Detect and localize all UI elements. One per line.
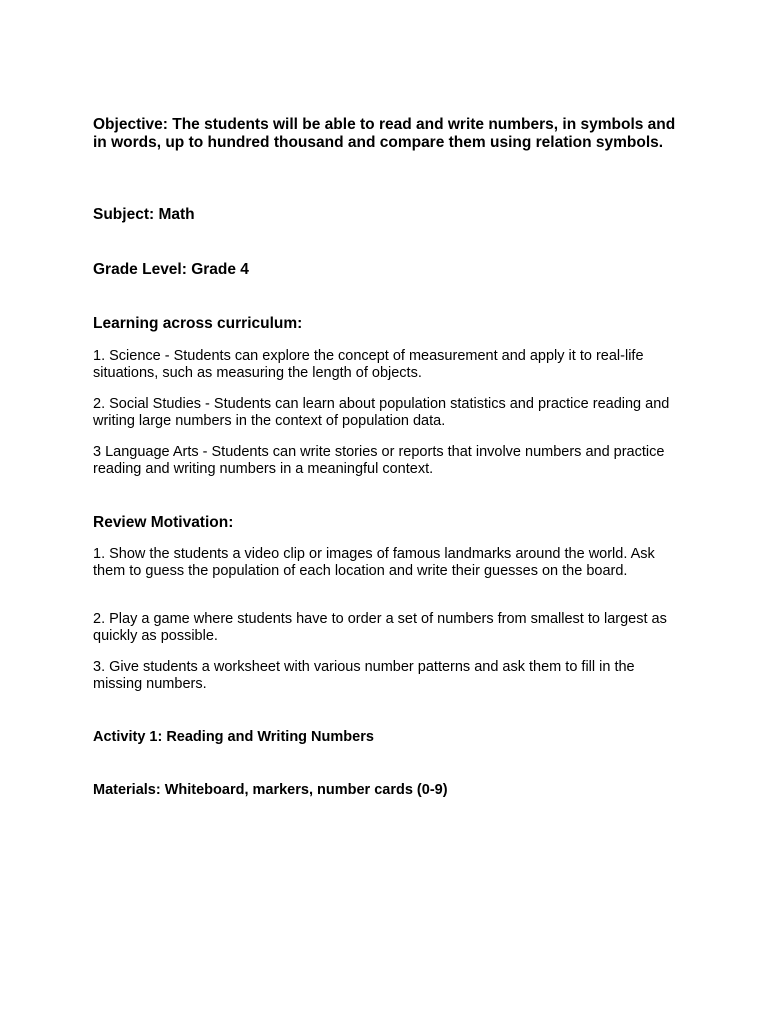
- activity-heading: Activity 1: Reading and Writing Numbers: [93, 729, 374, 745]
- grade-level-text: Grade Level: Grade 4: [93, 261, 249, 278]
- review-item-3: 3. Give students a worksheet with various number patterns and ask them to fill in the missing numbers.: [93, 659, 635, 692]
- objective-text: Objective: The students will be able to read and write numbers, in symbols and in words, up to hundred thousand and compare them using relation symbols.: [93, 116, 676, 151]
- review-item-2: 2. Play a game where students have to order a set of numbers from smallest to largest as quickly as possible.: [93, 611, 667, 644]
- materials-text: Materials: Whiteboard, markers, number cards (0-9): [93, 782, 448, 798]
- learning-item-language-arts: 3 Language Arts - Students can write stories or reports that involve numbers and practice reading and writing numbers in a meaningful context.: [93, 444, 665, 477]
- subject-text: Subject: Math: [93, 206, 195, 223]
- review-heading: Review Motivation:: [93, 514, 234, 531]
- learning-item-social-studies: 2. Social Studies - Students can learn about population statistics and practice reading and writing large numbers in the context of population data.: [93, 396, 670, 429]
- learning-heading: Learning across curriculum:: [93, 315, 303, 332]
- learning-item-science: 1. Science - Students can explore the concept of measurement and apply it to real-life situations, such as measuring the length of objects.: [93, 348, 644, 381]
- review-item-1: 1. Show the students a video clip or images of famous landmarks around the world. Ask them to guess the population of each location and write their guesses on the board.: [93, 546, 655, 579]
